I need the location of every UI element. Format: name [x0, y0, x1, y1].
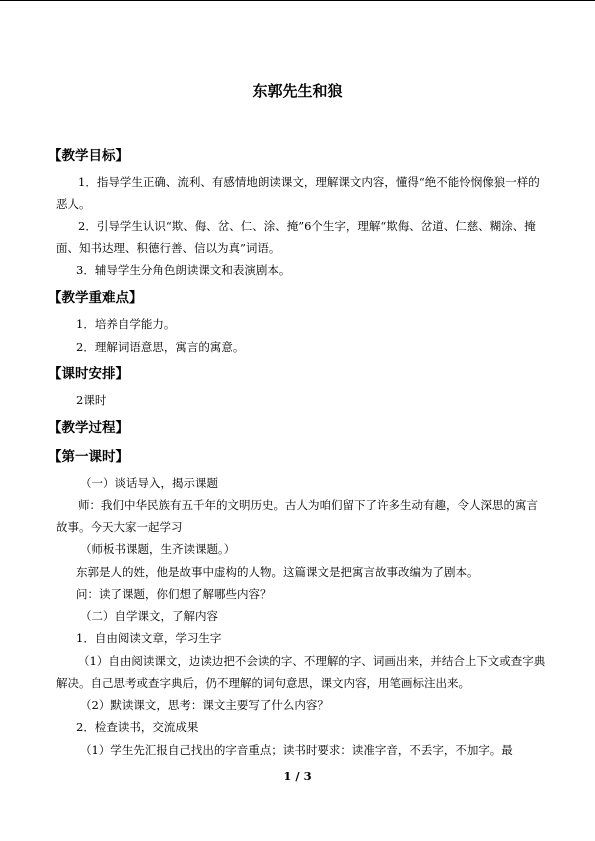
- heading-goals: 【教学目标】: [48, 148, 129, 164]
- lesson-explanation: 东郭是人的姓，他是故事中虚构的人物。这篇课文是把寓言故事改编为了剧本。: [76, 565, 479, 579]
- step-1-title: 1．自由阅读文章，学习生字: [76, 631, 222, 645]
- key-point-2: 2．理解词语意思，寓言的寓意。: [76, 340, 245, 354]
- goal-1: 1．指导学生正确、流利、有感情地朗读课文，理解课文内容，懂得“绝不能怜悯像狼一样的恶人。: [56, 175, 540, 211]
- heading-schedule: 【课时安排】: [48, 366, 129, 382]
- heading-process: 【教学过程】: [48, 420, 129, 436]
- step-1-detail-1: （1）自由阅读课文，边读边把不会读的字、不理解的字、词画出来，并结合上下文或查字典解决。自己思考或查字典后，仍不理解的词句意思，课文内容，用笔画标注出来。: [56, 654, 546, 690]
- goal-2: 2．引导学生认识“欺、侮、岔、仁、涂、掩”6个生字，理解“欺侮、岔道、仁慈、糊涂、掩面、知书达理、积德行善、信以为真”词语。: [56, 219, 536, 255]
- lesson-paragraph-teacher: 师：我们中华民族有五千年的文明历史。古人为咱们留下了许多生动有趣，令人深思的寓言故事。今天大家一起学习: [56, 498, 538, 534]
- heading-first-lesson: 【第一课时】: [48, 449, 129, 465]
- document-title: 东郭先生和狼: [252, 82, 343, 100]
- lesson-question: 问：读了课题，你们想了解哪些内容？: [76, 587, 272, 601]
- key-point-1: 1．培养自学能力。: [76, 317, 176, 331]
- schedule-value: 2课时: [76, 393, 107, 407]
- goal-3: 3．辅导学生分角色朗读课文和表演剧本。: [76, 263, 291, 277]
- step-2-title: 2．检查读书，交流成果: [76, 720, 199, 734]
- heading-key-points: 【教学重难点】: [48, 290, 143, 306]
- step-1-detail-2: （2）默读课文，思考：课文主要写了什么内容？: [80, 698, 329, 712]
- page-number: 1 / 3: [283, 769, 312, 783]
- lesson-note: （师板书课题，生齐读课题。）: [80, 542, 236, 556]
- section-2-title: （二）自学课文，了解内容: [80, 609, 218, 623]
- step-2-detail-1: （1）学生先汇报自己找出的字音重点；读书时要求：读准字音，不丢字，不加字。最: [80, 743, 513, 757]
- section-1-title: （一）谈话导入，揭示课题: [80, 476, 218, 490]
